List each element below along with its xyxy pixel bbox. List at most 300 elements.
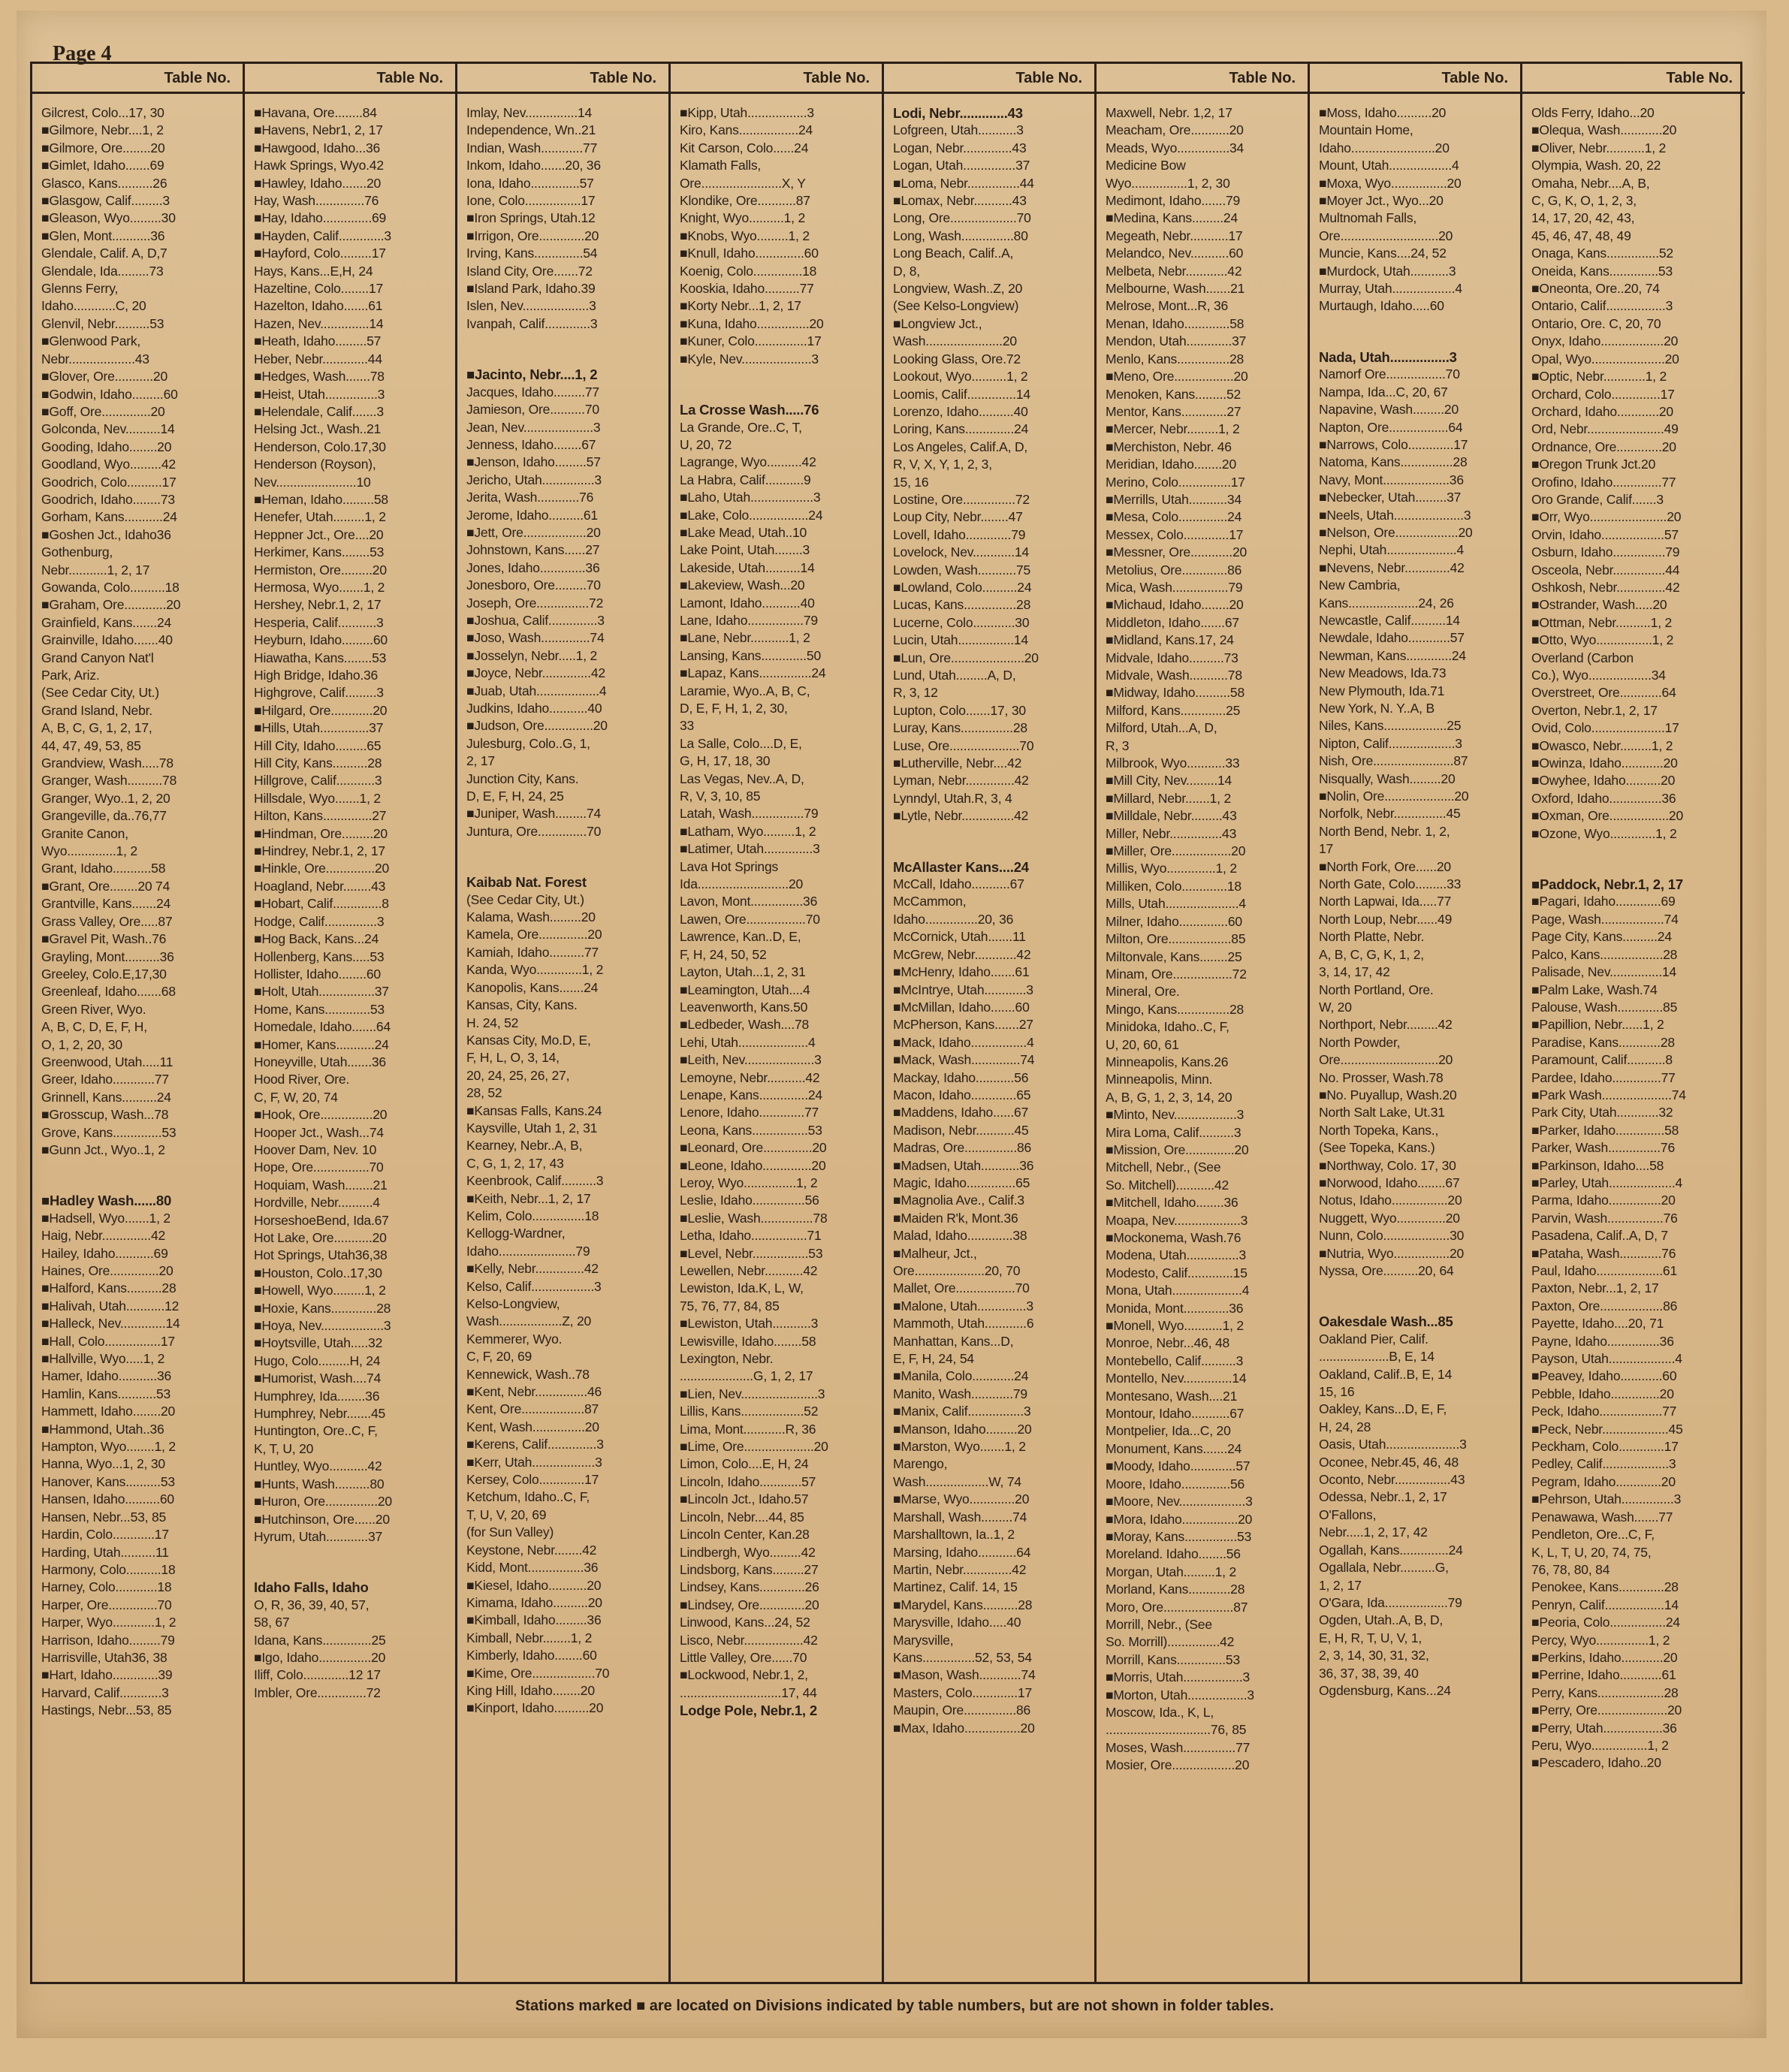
station-entry: Long, Wash...............80 — [893, 228, 1028, 243]
station-entry: R, V, X, Y, 1, 2, 3, — [893, 457, 992, 472]
station-entry: Norfolk, Nebr...............45 — [1319, 806, 1461, 822]
station-index-table — [30, 62, 1742, 1984]
station-entry: Niles, Kans..................25 — [1319, 718, 1462, 734]
station-entry: Megeath, Nebr...........17 — [1106, 228, 1243, 243]
station-entry: Mallet, Ore.................70 — [893, 1280, 1030, 1296]
station-entry: ■Korty Nebr...1, 2, 17 — [680, 298, 801, 314]
station-entry: Osceola, Nebr...............44 — [1531, 562, 1680, 578]
station-entry: ■Level, Nebr................53 — [680, 1245, 823, 1261]
station-entry: ■Halleck, Nev.............14 — [41, 1316, 180, 1332]
station-entry: Lenore, Idaho.............77 — [680, 1105, 819, 1120]
station-entry: Idana, Kans..............25 — [254, 1632, 386, 1648]
station-entry: Wash..................Z, 20 — [466, 1313, 592, 1329]
station-entry: ■Michaud, Idaho........20 — [1106, 597, 1244, 613]
station-entry: Oshkosh, Nebr..............42 — [1531, 579, 1680, 595]
station-entry: ■Orr, Wyo......................20 — [1531, 509, 1682, 525]
station-entry: D, E, F, H, 24, 25 — [466, 789, 564, 804]
station-entry: Letha, Idaho................71 — [680, 1228, 822, 1244]
station-entry: 3, 14, 17, 42 — [1319, 964, 1390, 980]
station-entry: Hodge, Calif...............3 — [254, 913, 385, 929]
station-entry: New Plymouth, Ida.71 — [1319, 683, 1445, 698]
table-column — [245, 64, 457, 1982]
station-entry: Muncie, Kans....24, 52 — [1319, 246, 1447, 261]
station-entry: ■Minto, Nev..................3 — [1106, 1107, 1244, 1123]
station-entry: 15, 16 — [1319, 1384, 1355, 1400]
station-entry: (for Sun Valley) — [466, 1525, 554, 1540]
station-entry: Morrill, Kans..............53 — [1106, 1651, 1240, 1667]
station-entry: ■Midland, Kans.17, 24 — [1106, 632, 1234, 648]
station-entry: E, F, H, 24, 54 — [893, 1351, 974, 1367]
station-entry: ■Millard, Nebr.......1, 2 — [1106, 790, 1232, 806]
station-entry: Lagrange, Wyo..........42 — [680, 454, 816, 470]
station-entry: Hooper Jct., Wash...74 — [254, 1124, 384, 1140]
station-entry: La Salle, Colo....D, E, — [680, 735, 802, 751]
station-entry: ■Hay, Idaho..............69 — [254, 210, 387, 226]
station-entry: ■Grosscup, Wash...78 — [41, 1107, 169, 1123]
station-entry: ■Merrills, Utah...........34 — [1106, 491, 1241, 507]
station-entry: Mingo, Kans...............28 — [1106, 1001, 1244, 1017]
station-entry: ■Optic, Nebr............1, 2 — [1531, 369, 1667, 385]
page-number-label: Page 4 — [53, 42, 112, 65]
station-entry: Grove, Kans..............53 — [41, 1124, 176, 1140]
station-entry: Kemmerer, Wyo. — [466, 1331, 563, 1347]
station-entry: ■Hall, Colo................17 — [41, 1333, 175, 1349]
station-entry: ■Latimer, Utah..............3 — [680, 841, 820, 857]
station-entry: Hill City, Idaho.........65 — [254, 737, 382, 753]
station-entry: Parker, Wash...............76 — [1531, 1140, 1675, 1156]
footer-note: Stations marked ■ are located on Divisions indicated by table numbers, but are not shown in folder tables. — [514, 1998, 1275, 2014]
station-entry: Hermiston, Ore.........20 — [254, 562, 387, 578]
station-entry: Harper, Ore..............70 — [41, 1597, 172, 1612]
station-entry: Ontario, Ore. C, 20, 70 — [1531, 315, 1661, 331]
station-entry: Keystone, Nebr........42 — [466, 1542, 597, 1558]
station-entry: Ord, Nebr......................49 — [1531, 421, 1679, 437]
station-entry: McCammon, — [893, 894, 967, 909]
station-entry: Merino, Colo...............17 — [1106, 474, 1245, 490]
station-entry: Iliff, Colo.............12 17 — [254, 1667, 381, 1683]
station-entry: Long Beach, Calif..A, — [893, 246, 1014, 261]
station-entry: ■Nevens, Nebr.............42 — [1319, 559, 1465, 575]
station-entry: 75, 76, 77, 84, 85 — [680, 1298, 780, 1313]
station-entry: La Habra, Calif...........9 — [680, 472, 811, 487]
station-entry: ■Huron, Ore...............20 — [254, 1494, 392, 1510]
station-entry: La Grande, Ore..C, T, — [680, 419, 802, 435]
station-entry: ■Nelson, Ore..................20 — [1319, 524, 1473, 540]
station-entry: Malad, Idaho.............38 — [893, 1228, 1027, 1244]
station-entry: Hay, Wash..............76 — [254, 193, 379, 209]
station-entry: Logan, Utah...............37 — [893, 158, 1030, 173]
station-entry: ■Mack, Wash..............74 — [893, 1052, 1035, 1068]
station-entry: O'Fallons, — [1319, 1506, 1377, 1522]
station-entry: O, 1, 2, 20, 30 — [41, 1036, 122, 1052]
station-entry: Lava Hot Springs — [680, 858, 779, 874]
station-entry: Lexington, Nebr. — [680, 1351, 774, 1367]
station-entry: ■Oliver, Nebr...........1, 2 — [1531, 140, 1667, 155]
station-entry: ■Lowland, Colo..........24 — [893, 579, 1032, 595]
station-entry: Monroe, Nebr...46, 48 — [1106, 1335, 1230, 1351]
station-entry: ■Iron Springs, Utah.12 — [466, 210, 596, 226]
section-start-entry: Oakesdale Wash...85 — [1319, 1313, 1453, 1330]
table-column — [1522, 64, 1745, 1982]
station-entry: Orvin, Idaho..................57 — [1531, 526, 1679, 542]
station-entry: Lewiston, Ida.K, L, W, — [680, 1280, 804, 1296]
station-entry: Menoken, Kans.........52 — [1106, 386, 1241, 402]
station-entry: Oro Grande, Calif.......3 — [1531, 491, 1664, 507]
station-entry: ■Perry, Utah.................36 — [1531, 1720, 1677, 1736]
station-entry: ■Mason, Wash............74 — [893, 1667, 1036, 1683]
station-entry: ■Monell, Wyo...........1, 2 — [1106, 1318, 1244, 1334]
station-entry: ■Hinkle, Ore..............20 — [254, 861, 390, 876]
station-entry: Ogdensburg, Kans...24 — [1319, 1682, 1451, 1698]
section-start-entry: Nada, Utah................3 — [1319, 348, 1457, 365]
station-entry: ■Lutherville, Nebr....42 — [893, 756, 1022, 771]
station-entry: ■Nebecker, Utah.........37 — [1319, 490, 1462, 505]
station-entry: Mackay, Idaho...........56 — [893, 1069, 1029, 1085]
station-entry: O, R, 36, 39, 40, 57, — [254, 1597, 370, 1612]
station-entry: Goodrich, Idaho........73 — [41, 491, 175, 507]
station-entry: ■Lun, Ore.....................20 — [893, 650, 1039, 665]
station-entry: ■Gunn Jct., Wyo..1, 2 — [41, 1142, 165, 1157]
station-entry: C, G, K, O, 1, 2, 3, — [1531, 193, 1637, 209]
station-entry: ■Owasco, Nebr.........1, 2 — [1531, 737, 1673, 753]
station-entry: Las Vegas, Nev..A, D, — [680, 771, 804, 786]
station-entry: Kiro, Kans.................24 — [680, 122, 813, 138]
station-entry: ■Hedges, Wash.......78 — [254, 369, 385, 385]
station-entry: Goodland, Wyo.........42 — [41, 457, 176, 472]
station-entry: Natoma, Kans...............28 — [1319, 454, 1468, 470]
station-entry: ■Malheur, Jct., — [893, 1245, 977, 1261]
station-entry: W, 20 — [1319, 999, 1352, 1015]
station-entry: Kent, Wash...............20 — [466, 1419, 599, 1434]
station-entry: ■Neels, Utah....................3 — [1319, 507, 1471, 523]
station-entry: Kanda, Wyo.............1, 2 — [466, 962, 604, 978]
station-entry: ■Perry, Ore....................20 — [1531, 1703, 1682, 1718]
station-entry: R, 3 — [1106, 737, 1130, 753]
station-entry: Idaho........................20 — [1319, 140, 1450, 155]
station-entry: C, F, W, 20, 74 — [254, 1089, 338, 1105]
station-entry: Mount, Utah..................4 — [1319, 158, 1459, 173]
station-entry: ■Goshen Jct., Idaho36 — [41, 526, 171, 542]
station-entry: ■Graham, Ore............20 — [41, 597, 181, 613]
station-entry: Hamer, Idaho...........36 — [41, 1368, 172, 1384]
station-entry: Jerome, Idaho..........61 — [466, 507, 598, 523]
station-entry: Lovelock, Nev............14 — [893, 544, 1030, 560]
table-column — [1097, 64, 1310, 1982]
station-entry: Ida..........................20 — [680, 876, 804, 892]
station-entry: Lawen, Ore.................70 — [680, 911, 820, 927]
station-entry: ■Kimball, Idaho.........36 — [466, 1612, 602, 1628]
station-entry: ■Gimlet, Idaho.......69 — [41, 158, 164, 173]
station-entry: Milford, Utah...A, D, — [1106, 720, 1217, 736]
station-entry: Nebr.....1, 2, 17, 42 — [1319, 1525, 1428, 1540]
station-entry: Kelso, Calif..................3 — [466, 1278, 602, 1294]
station-entry: ■Mitchell, Idaho........36 — [1106, 1195, 1238, 1211]
station-entry: Millis, Wyo..............1, 2 — [1106, 861, 1237, 876]
station-entry: Hardin, Colo............17 — [41, 1527, 169, 1543]
station-entry: ■Lapaz, Kans...............24 — [680, 665, 826, 681]
station-entry: Percy, Wyo...............1, 2 — [1531, 1632, 1670, 1648]
station-entry: 20, 24, 25, 26, 27, — [466, 1067, 570, 1083]
station-entry: 45, 46, 47, 48, 49 — [1531, 228, 1631, 243]
station-entry: Mineral, Ore. — [1106, 984, 1180, 1000]
station-entry: ■Parley, Utah...................4 — [1531, 1175, 1683, 1190]
station-entry: ■Knull, Idaho..............60 — [680, 246, 819, 261]
station-entry: ■Longview Jct., — [893, 315, 982, 331]
station-entry: Perry, Kans...................28 — [1531, 1684, 1679, 1700]
station-entry: Lindsey, Kans.............26 — [680, 1579, 819, 1595]
station-entry: Lowden, Wash...........75 — [893, 562, 1031, 578]
station-entry: Moscow, Ida., K, L, — [1106, 1704, 1214, 1720]
station-entry: Grand Island, Nebr. — [41, 702, 152, 718]
station-entry: ■Lincoln Jct., Idaho.57 — [680, 1491, 809, 1507]
station-entry: Lansing, Kans.............50 — [680, 647, 821, 663]
station-entry: Longview, Wash..Z, 20 — [893, 281, 1023, 297]
station-entry: Gorham, Kans...........24 — [41, 509, 177, 525]
station-entry: Jones, Idaho.............36 — [466, 559, 600, 575]
station-entry: ■McHenry, Idaho.......61 — [893, 964, 1030, 980]
section-start-entry: McAllaster Kans....24 — [893, 858, 1029, 875]
station-entry: ■Kime, Ore..................70 — [466, 1665, 610, 1681]
station-entry: C, G, 1, 2, 17, 43 — [466, 1155, 564, 1171]
station-entry: ■Manson, Idaho.........20 — [893, 1421, 1032, 1437]
station-entry: ■Island Park, Idaho.39 — [466, 281, 596, 297]
station-entry: ■Hallville, Wyo.....1, 2 — [41, 1351, 165, 1367]
station-entry: Jonesboro, Ore.........70 — [466, 578, 601, 593]
station-entry: ■Heman, Idaho.........58 — [254, 491, 388, 507]
station-entry: Marysville, Idaho.....40 — [893, 1615, 1021, 1630]
station-entry: Grainfield, Kans.......24 — [41, 614, 172, 630]
station-entry: Newman, Kans.............24 — [1319, 647, 1466, 663]
station-entry: Minneapolis, Minn. — [1106, 1072, 1213, 1087]
station-entry: Lake Point, Utah........3 — [680, 542, 810, 558]
station-entry: Palisade, Nev...............14 — [1531, 964, 1677, 980]
station-entry: Maupin, Ore...............86 — [893, 1703, 1031, 1718]
station-entry: Lindbergh, Wyo.........42 — [680, 1544, 816, 1560]
station-entry: Granger, Wyo..1, 2, 20 — [41, 790, 170, 806]
station-entry: Kearney, Nebr..A, B, — [466, 1138, 583, 1154]
station-entry: Medicine Bow — [1106, 158, 1186, 173]
station-entry: Marengo, — [893, 1456, 948, 1472]
station-entry: ■Hog Back, Kans...24 — [254, 931, 379, 947]
station-entry: Pasadena, Calif..A, D, 7 — [1531, 1228, 1668, 1244]
station-entry: Hershey, Nebr.1, 2, 17 — [254, 597, 382, 613]
station-entry: Ore............................20 — [1319, 228, 1453, 243]
station-entry: ■Hayford, Colo.........17 — [254, 246, 386, 261]
station-entry: ■Norwood, Idaho........67 — [1319, 1175, 1460, 1190]
station-entry: Hesperia, Calif...........3 — [254, 614, 384, 630]
station-entry: ■Mill City, Nev.........14 — [1106, 773, 1232, 789]
station-entry: Pedley, Calif...................3 — [1531, 1456, 1676, 1472]
station-entry: Nev.......................10 — [254, 474, 371, 490]
station-entry: Oconee, Nebr.45, 46, 48 — [1319, 1454, 1459, 1470]
station-entry: 14, 17, 20, 42, 43, — [1531, 210, 1635, 226]
station-entry: Lovell, Idaho.............79 — [893, 526, 1026, 542]
station-entry: ■Ottman, Nebr..........1, 2 — [1531, 614, 1673, 630]
station-entry: Payne, Idaho...............36 — [1531, 1333, 1674, 1349]
station-entry: ■Howell, Wyo.........1, 2 — [254, 1283, 386, 1298]
station-entry: ■Hawley, Idaho.......20 — [254, 175, 382, 191]
station-entry: ■Hunts, Wash..........80 — [254, 1476, 385, 1491]
station-entry: ■Madsen, Utah...........36 — [893, 1157, 1034, 1173]
station-entry: ■Grant, Ore........20 74 — [41, 878, 170, 894]
station-entry: Heber, Nebr.............44 — [254, 351, 382, 366]
station-entry: Homedale, Idaho.......64 — [254, 1019, 391, 1035]
station-entry: Junction City, Kans. — [466, 771, 579, 786]
station-entry: ■Helendale, Calif.......3 — [254, 403, 384, 419]
station-entry: Gothenburg, — [41, 544, 113, 560]
station-entry: ■Ozone, Wyo.............1, 2 — [1531, 825, 1677, 841]
station-entry: (See Topeka, Kans.) — [1319, 1140, 1435, 1156]
section-start-entry: ■Paddock, Nebr.1, 2, 17 — [1531, 876, 1683, 893]
station-entry: ■Kipp, Utah.................3 — [680, 105, 814, 120]
station-entry: ■Owyhee, Idaho..........20 — [1531, 773, 1676, 789]
station-entry: ■Lewiston, Utah...........3 — [680, 1316, 819, 1332]
station-entry: McCall, Idaho...........67 — [893, 876, 1024, 892]
station-entry: Layton, Utah...1, 2, 31 — [680, 964, 806, 980]
station-entry: ■Judson, Ore..............20 — [466, 718, 608, 734]
station-entry: Hillgrove, Calif...........3 — [254, 773, 382, 789]
station-entry: ■Hawgood, Idaho...36 — [254, 140, 381, 155]
station-entry: Hood River, Ore. — [254, 1072, 350, 1087]
station-entry: ■Morton, Utah.................3 — [1106, 1687, 1254, 1703]
station-entry: ■Glen, Mont...........36 — [41, 228, 165, 243]
column-header: Table No. — [1097, 64, 1308, 94]
station-entry: Grand Canyon Nat'l — [41, 650, 154, 665]
station-entry: Lofgreen, Utah...........3 — [893, 122, 1024, 138]
station-entry: Navy, Mont...................36 — [1319, 472, 1464, 487]
station-entry: Leslie, Idaho...............56 — [680, 1193, 819, 1208]
station-entry: Lima, Mont............R, 36 — [680, 1421, 816, 1437]
station-entry: Park, Ariz. — [41, 668, 100, 683]
station-entry: ■Lytle, Nebr...............42 — [893, 808, 1029, 824]
station-entry: Page, Wash..................74 — [1531, 911, 1679, 927]
station-entry: New York, N. Y..A, B — [1319, 701, 1435, 716]
station-entry: Jean, Nev....................3 — [466, 419, 601, 435]
station-entry: Leroy, Wyo...............1, 2 — [680, 1175, 818, 1190]
station-entry: Ione, Colo................17 — [466, 193, 596, 209]
station-entry: ■Jenson, Idaho.........57 — [466, 454, 601, 470]
station-entry: Palouse, Wash.............85 — [1531, 999, 1678, 1015]
station-entry: ■Marse, Wyo.............20 — [893, 1491, 1030, 1507]
station-entry: Omaha, Nebr....A, B, — [1531, 175, 1650, 191]
station-entry: Kent, Ore..................87 — [466, 1401, 599, 1417]
station-entry: Hiawatha, Kans........53 — [254, 650, 387, 665]
column-header: Table No. — [1310, 64, 1520, 94]
station-entry: ■North Fork, Ore......20 — [1319, 858, 1451, 874]
station-entry: ■Hilgard, Ore............20 — [254, 702, 388, 718]
station-entry: Lostine, Ore...............72 — [893, 491, 1030, 507]
station-entry: Kanopolis, Kans.......24 — [466, 979, 599, 995]
station-entry: Hot Lake, Ore...........20 — [254, 1230, 387, 1245]
station-entry: Hope, Ore................70 — [254, 1160, 384, 1175]
station-entry: Penryn, Calif.................14 — [1531, 1597, 1679, 1612]
section-start-entry: La Crosse Wash.....76 — [680, 402, 819, 418]
station-entry: G, H, 17, 18, 30 — [680, 753, 771, 769]
station-entry: Madison, Nebr...........45 — [893, 1122, 1029, 1138]
station-entry: F, H, L, O, 3, 14, — [466, 1050, 560, 1066]
station-entry: Highgrove, Calif.........3 — [254, 685, 384, 701]
station-entry: (See Cedar City, Ut.) — [466, 891, 584, 907]
station-entry: Orchard, Idaho............20 — [1531, 403, 1673, 419]
station-entry: Hazelton, Idaho.......61 — [254, 298, 383, 314]
station-entry: Klondike, Ore...........87 — [680, 193, 810, 209]
station-entry: ■Pescadero, Idaho..20 — [1531, 1755, 1661, 1771]
station-entry: Oakland, Calif..B, E, 14 — [1319, 1366, 1453, 1382]
station-entry: ■Hindman, Ore.........20 — [254, 825, 388, 841]
station-entry: Modesto, Calif.............15 — [1106, 1265, 1247, 1280]
station-entry: Hazen, Nev..............14 — [254, 315, 384, 331]
station-entry: Harper, Wyo............1, 2 — [41, 1615, 176, 1630]
station-entry: Pendleton, Ore...C, F, — [1531, 1527, 1655, 1543]
station-entry: Lewellen, Nebr...........42 — [680, 1263, 818, 1278]
station-entry: A, B, C, G, 1, 2, 17, — [41, 720, 152, 736]
station-entry: Nephi, Utah....................4 — [1319, 542, 1464, 558]
station-entry: ■Kerr, Utah..................3 — [466, 1454, 602, 1470]
station-list — [1319, 94, 1514, 1700]
station-entry: Notus, Idaho................20 — [1319, 1193, 1462, 1208]
station-entry: ■McMillan, Idaho.......60 — [893, 999, 1030, 1015]
station-entry: ■Joyce, Nebr..............42 — [466, 665, 605, 681]
station-entry: Onyx, Idaho..................20 — [1531, 333, 1679, 349]
station-entry: Wyo..............1, 2 — [41, 843, 137, 859]
station-entry: Kimberly, Idaho........60 — [466, 1648, 597, 1663]
station-entry: ■Glasgow, Calif.........3 — [41, 193, 170, 209]
station-entry: Paramount, Calif...........8 — [1531, 1052, 1673, 1068]
station-entry: Masters, Colo.............17 — [893, 1684, 1033, 1700]
station-list — [41, 94, 237, 1720]
station-entry: ■Marston, Wyo.......1, 2 — [893, 1439, 1026, 1455]
station-entry: Lillis, Kans..................52 — [680, 1404, 819, 1419]
station-entry: U, 20, 60, 61 — [1106, 1036, 1179, 1052]
station-entry: Lynndyl, Utah.R, 3, 4 — [893, 790, 1012, 806]
station-entry: Osburn, Idaho...............79 — [1531, 544, 1680, 560]
station-entry: ■Lien, Nev......................3 — [680, 1386, 825, 1401]
section-start-entry: Kaibab Nat. Forest — [466, 874, 587, 891]
station-entry: ■Narrows, Colo.............17 — [1319, 436, 1468, 452]
station-entry: Mentor, Kans.............27 — [1106, 403, 1241, 419]
station-entry: Marshalltown, Ia..1, 2 — [893, 1527, 1015, 1543]
station-entry: Peru, Wyo................1, 2 — [1531, 1737, 1669, 1753]
station-entry: So. Mitchell)...........42 — [1106, 1177, 1229, 1193]
station-entry: Kersey, Colo.............17 — [466, 1472, 599, 1488]
station-entry: Jacques, Idaho.........77 — [466, 384, 599, 400]
station-entry: Indian, Wash............77 — [466, 140, 598, 155]
station-entry: 2, 3, 14, 30, 31, 32, — [1319, 1648, 1429, 1663]
station-entry: Paxton, Ore..................86 — [1531, 1298, 1678, 1313]
station-entry: D, 8, — [893, 263, 920, 279]
station-entry: ■Mockonema, Wash.76 — [1106, 1230, 1241, 1245]
station-entry: ■Peavey, Idaho............60 — [1531, 1368, 1677, 1384]
station-entry: Milbrook, Wyo...........33 — [1106, 756, 1240, 771]
station-entry: Ogallah, Kans..............24 — [1319, 1542, 1463, 1558]
column-header: Table No. — [457, 64, 668, 94]
station-entry: K, T, U, 20 — [254, 1440, 314, 1456]
station-entry: Greeley, Colo.E,17,30 — [41, 966, 167, 982]
station-entry: ■Maddens, Idaho......67 — [893, 1105, 1029, 1120]
table-column — [671, 64, 884, 1982]
station-entry: ■Moyer Jct., Wyo...20 — [1319, 193, 1444, 209]
station-entry: ■Hammond, Utah..36 — [41, 1421, 164, 1437]
station-entry: ■Moxa, Wyo................20 — [1319, 175, 1462, 191]
station-list — [1531, 94, 1739, 1772]
section-start-entry: ■Hadley Wash......80 — [41, 1193, 172, 1209]
station-entry: Meads, Wyo...............34 — [1106, 140, 1244, 155]
station-entry: New Meadows, Ida.73 — [1319, 665, 1447, 681]
station-entry: Idaho...............20, 36 — [893, 911, 1014, 927]
station-entry: Hoquiam, Wash........21 — [254, 1177, 388, 1193]
station-entry: (See Cedar City, Ut.) — [41, 685, 159, 701]
station-entry: A, B, C, G, K, 1, 2, — [1319, 946, 1424, 962]
